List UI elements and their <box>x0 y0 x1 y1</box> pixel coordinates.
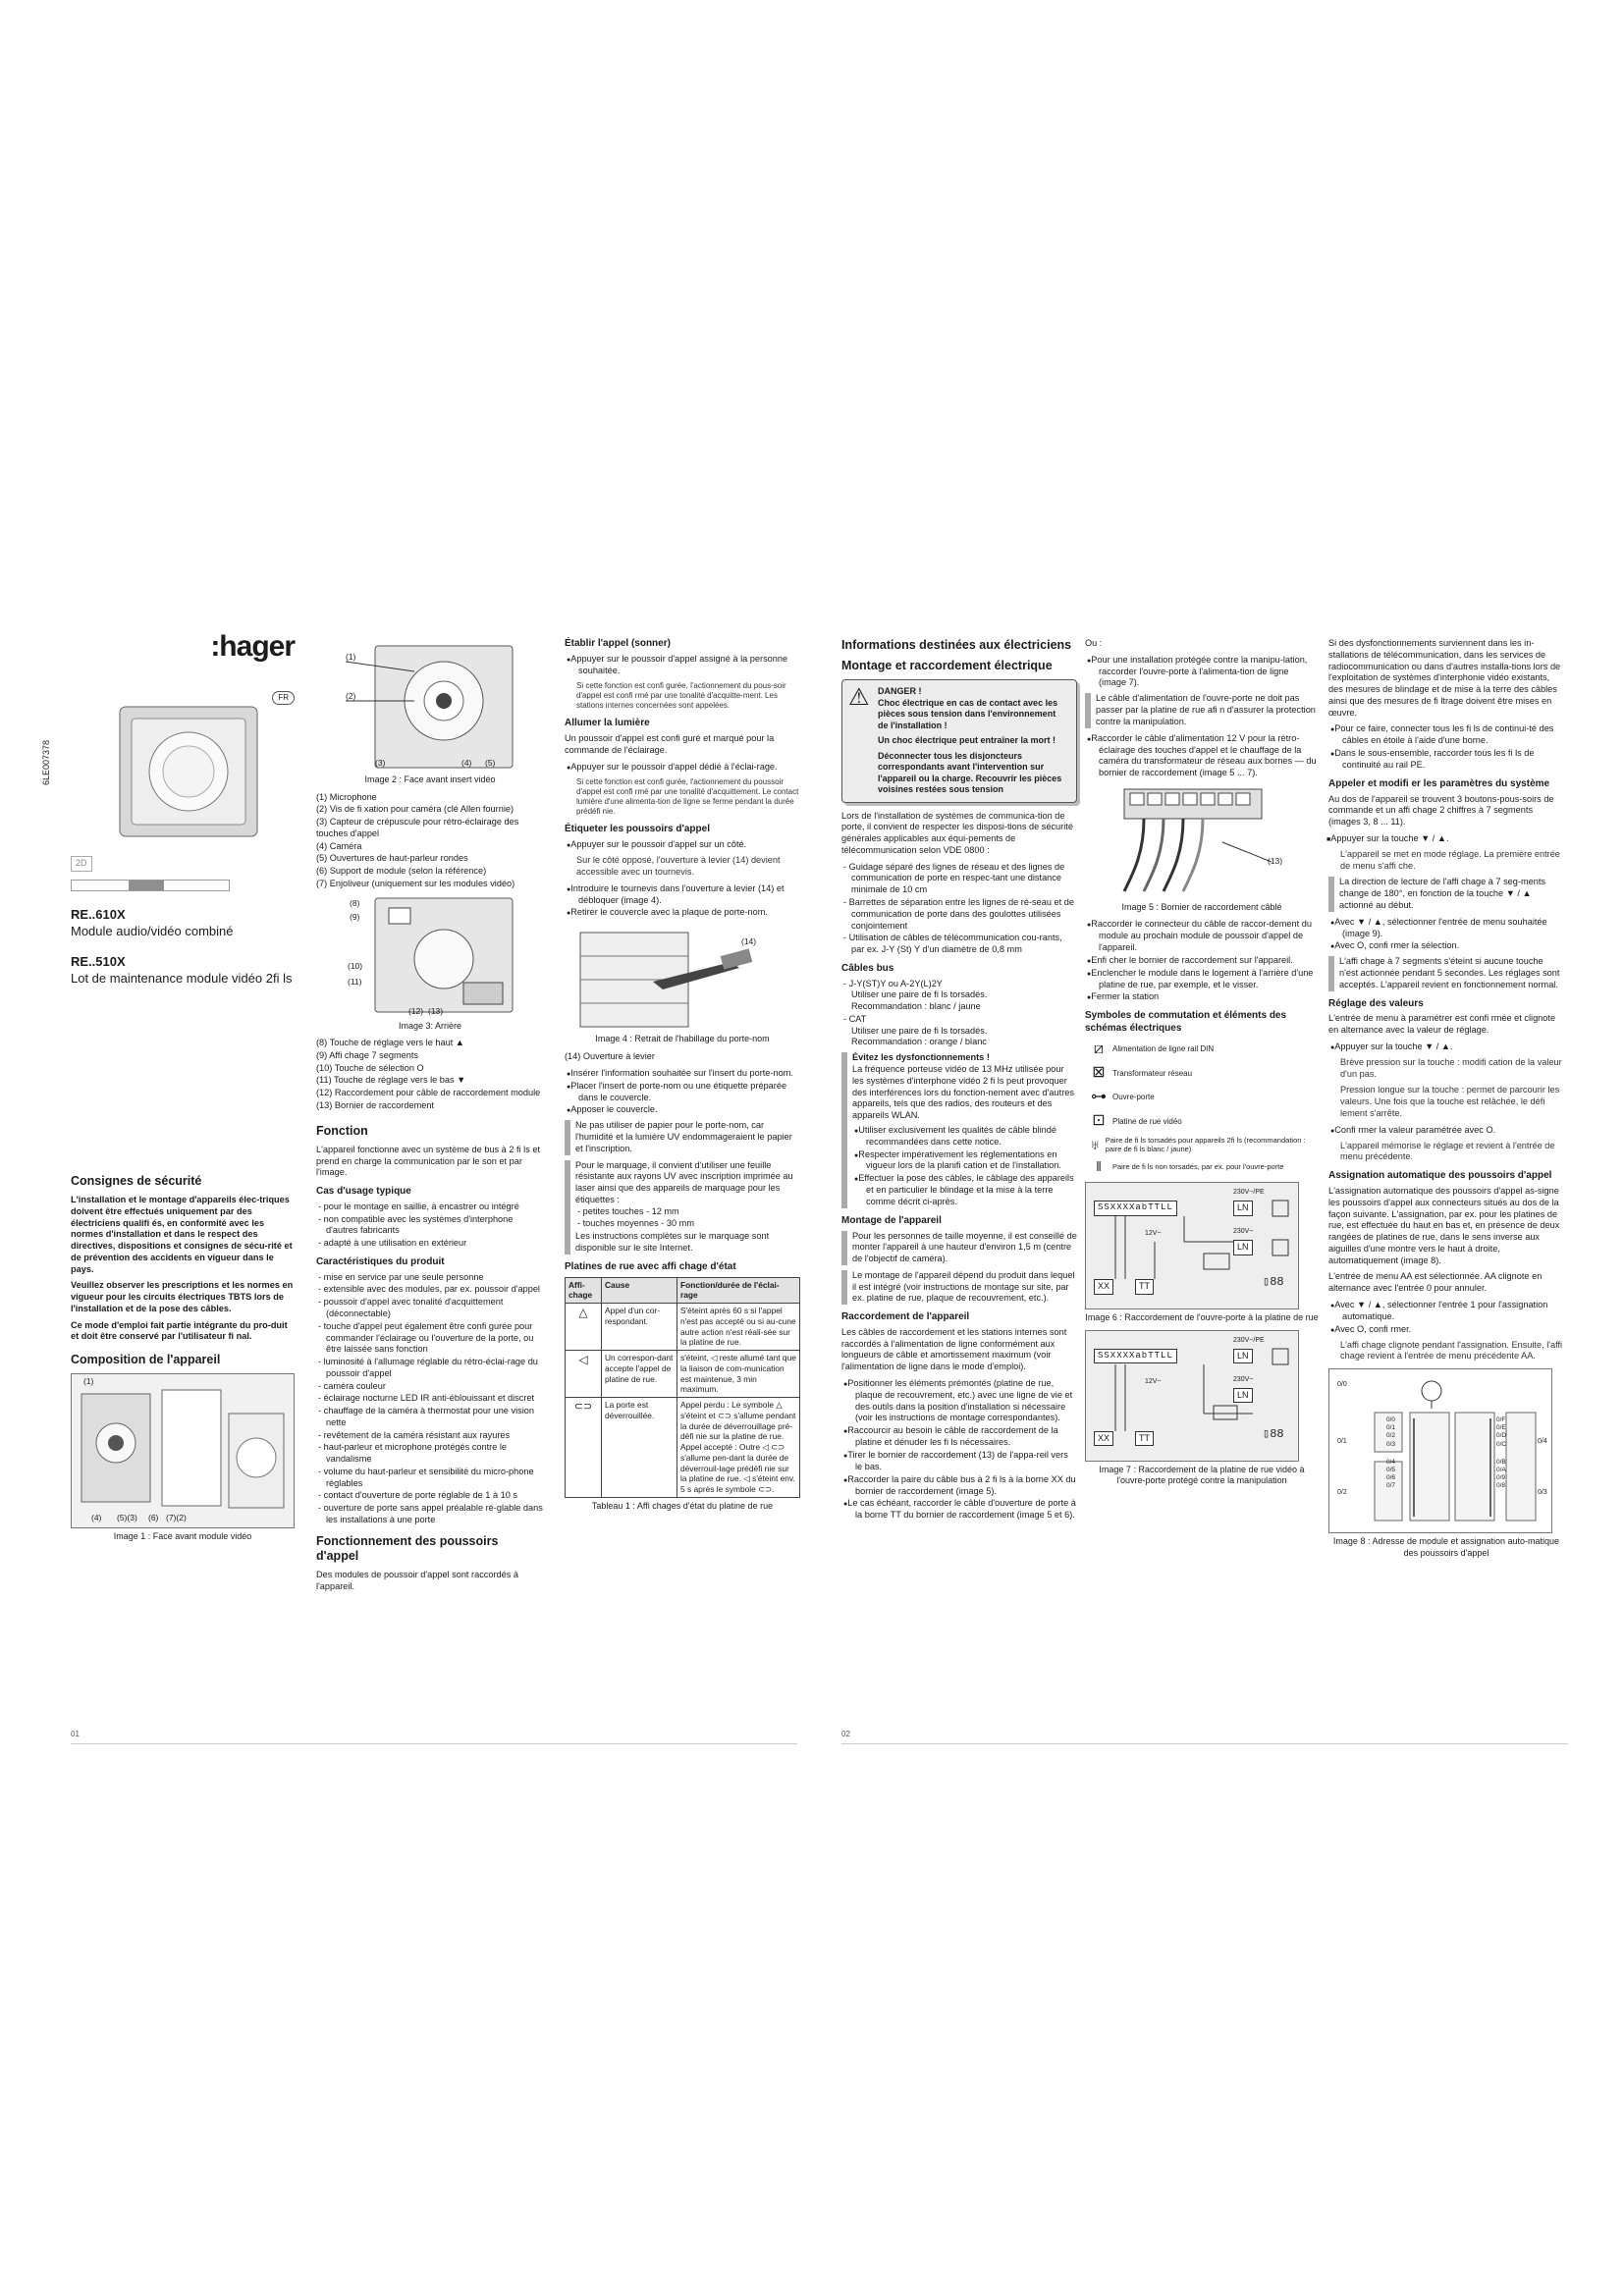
table-cell: s'éteint, ◁ reste allumé tant que la liaison de com-munication est maintenue, 3 min maximum. <box>677 1351 800 1398</box>
rail-label: 230V~/PE <box>1233 1188 1265 1196</box>
auto-p: L'assignation automatique des poussoirs d'appel as-signe les poussoirs d'appel aux connecteurs situés au dos de la façon suivante. L'assignation, par ex. pour les platines de rue, est effectuée du haut en bas et, en présence de deux rangées de platines de rue, dans le sens inverse aux aiguilles d'une montre vers le haut à droite, automatiquement (image 8). <box>1328 1186 1560 1265</box>
allumer-title: Allumer la lumière <box>565 718 650 729</box>
page-number-left: 01 <box>71 1730 80 1738</box>
addr-label: 0/0 <box>1386 1416 1396 1424</box>
danger-title: DANGER ! <box>878 686 922 696</box>
door-opener-icon: ⊶ <box>1091 1088 1107 1105</box>
list-item: ● Le cas échéant, raccorder le câble d'ouverture de porte à la borne TT du bornier de raccordement (image 5 et 6). <box>851 1498 1077 1522</box>
app-title: Appeler et modifi er les paramètres du système <box>1328 777 1550 789</box>
image-4 <box>574 923 767 1031</box>
list-item: ● Confi rmer la valeur paramétrée avec O. <box>1338 1125 1564 1137</box>
list-item: ● Avec ▼ / ▲, sélectionner l'entrée 1 pour l'assignation automatique. <box>1338 1300 1564 1323</box>
image-7 <box>1085 1330 1299 1462</box>
composition-title: Composition de l'appareil <box>71 1353 221 1367</box>
sub-text: L'appareil se met en mode réglage. La première entrée de menu s'affi che. <box>1340 848 1560 871</box>
addr-label: 0/7 <box>1386 1482 1396 1489</box>
list-item: - Guidage séparé des lignes de réseau et des lignes de communication de porte en respec-tant une distance minimale de 10 cm <box>851 862 1077 896</box>
table-row <box>566 1351 800 1398</box>
image-6 <box>1085 1182 1299 1309</box>
symbol-label: Platine de rue vidéo <box>1112 1116 1182 1126</box>
etablir-title: Établir l'appel (sonner) <box>565 638 671 649</box>
list-item: ■ Appuyer sur la touche ▼ / ▲. <box>1338 833 1564 845</box>
fonction-title: Fonction <box>316 1123 368 1138</box>
list-item: ● Avec ▼ / ▲, sélectionner l'entrée de menu souhaitée (image 9). <box>1338 917 1564 940</box>
status-table <box>565 1277 800 1498</box>
addr-label: 0/2 <box>1337 1489 1347 1497</box>
racc-p: Les câbles de raccordement et les stations internes sont raccordés à l'alimentation de ligne conformément aux longueurs de câble et amortissement maximum (voir l'alimentation de ligne dans le mode d'emploi). <box>841 1326 1067 1372</box>
v12-label: 12V~ <box>1145 1377 1162 1385</box>
info-box <box>1328 877 1564 911</box>
product-name: Lot de maintenance module vidéo 2fi ls <box>71 970 293 986</box>
addr-label: 0/4 <box>1386 1458 1396 1466</box>
cable-l1: Utiliser une paire de fi ls torsadés. <box>851 989 988 1000</box>
legend-item: (4) Caméra <box>316 840 362 851</box>
reg-title: Réglage des valeurs <box>1328 997 1424 1009</box>
din-rail-icon: ⧄ <box>1093 1041 1105 1058</box>
symbols-title: Symboles de commutation et éléments des schémas électriques <box>1085 1010 1287 1035</box>
label-8: (8) <box>350 897 360 908</box>
column-6 <box>1328 638 1564 1565</box>
product-2 <box>71 954 295 988</box>
cable-l2: Recommandation : blanc / jaune <box>851 1001 981 1012</box>
auto-p2: L'entrée de menu AA est sélectionnée. AA clignote en alternance avec l'entrée 0 pour annuler. <box>1328 1271 1543 1294</box>
list-item: ● Raccorder le connecteur du câble de raccor-dement du module au prochain module de poussoir d'appel de l'appareil. <box>1095 919 1319 953</box>
product-1 <box>71 907 295 940</box>
table-caption: Tableau 1 : Affi chages d'état du platine de rue <box>591 1500 774 1511</box>
image-6-caption: Image 6 : Raccordement de l'ouvre-porte à la platine de rue <box>1085 1311 1319 1322</box>
info-text: Les instructions complètes sur le marquage sont disponible sur le site Internet. <box>575 1231 770 1253</box>
list-item: ● Enfi cher le bornier de raccordement sur l'appareil. <box>1095 955 1319 967</box>
label-7-2: (7)(2) <box>166 1513 187 1523</box>
image-1 <box>71 1373 295 1528</box>
fonction-p1: L'appareil fonctionne avec un système de bus à 2 fi ls et prend en charge la communication par le son et par l'image. <box>316 1144 541 1178</box>
legend-item: (2) Vis de fi xation pour caméra (clé Allen fournie) <box>316 804 514 815</box>
list-item: - mise en service par une seule personne <box>326 1272 544 1284</box>
info-text: L'affi chage à 7 segments s'éteint si aucune touche n'est actionnée pendant 5 secondes. Les réglages sont acceptés. L'appareil revient en fonctionnement normal. <box>1339 956 1560 989</box>
page-number-right: 02 <box>841 1730 850 1738</box>
safety-p1: L'installation et le montage d'appareils élec-triques doivent être effectués uniquement par des électriciens qualifi és, en conformité avec les normes d'installation et dans le respect des directives, dispositions et consignes de sécu-rité et de prévention des accidents en vigueur dans le pays. <box>71 1195 293 1274</box>
table-cell: S'éteint après 60 s si l'appel n'est pas accepté ou si au-cune autre action n'est réali-sée sur la platine de rue. <box>677 1304 800 1351</box>
col-header: Affi-chage <box>566 1277 602 1304</box>
product-photo <box>110 697 267 844</box>
image-4-legend: (14) Ouverture à levier <box>565 1050 655 1061</box>
table-cell: Appel perdu : Le symbole △ s'éteint et ⊂⊃ s'allume pendant la durée de déverrouillage pré-défi nie sur la platine de rue. Appel accepté : Outre ◁ ⊂⊃ s'allume pen-dant la durée de déverrouil-lage prédéfi nie sur la platine de rue. ◁ s'éteint env. 5 s après le symbole ⊂⊃. <box>677 1398 800 1498</box>
warning-icon: ⚠ <box>848 684 870 711</box>
poussoirs-p: Des modules de poussoir d'appel sont raccordés à l'appareil. <box>316 1569 519 1591</box>
list-item: - pour le montage en saillie, à encastrer ou intégré <box>326 1201 544 1213</box>
cable-name: J-Y(ST)Y ou A-2Y(L)2Y <box>848 978 943 988</box>
list-item: - touche d'appel peut également être confi gurée pour commander l'éclairage ou l'ouverture de la porte, ou être laissée sans fonction <box>326 1321 544 1356</box>
danger-text: Déconnecter tous les disjoncteurs correspondants avant l'intervention sur l'appareil ou la charge. Recouvrir les pièces voisines restées sous tension <box>878 750 1062 795</box>
addr-label: 0/2 <box>1386 1432 1396 1440</box>
table-row <box>566 1304 800 1351</box>
list-item: ● Appuyer sur le poussoir d'appel dédié à l'éclai-rage. <box>574 762 800 774</box>
page-rule-right <box>841 1743 1568 1744</box>
list-item: - petites touches - 12 mm <box>585 1206 800 1218</box>
v230-label: 230V~ <box>1233 1375 1254 1383</box>
sub-text: Sur le côté opposé, l'ouverture à levier (14) devient accessible avec un tournevis. <box>576 855 781 877</box>
twisted-pair-icon: ♅ <box>1090 1136 1101 1152</box>
label-4: (4) <box>91 1513 102 1523</box>
sub-text: Brève pression sur la touche : modifi cation de la valeur d'un pas. <box>1340 1056 1562 1079</box>
page-right <box>812 0 1624 2296</box>
list-item: ● Retirer le couvercle avec la plaque de porte-nom. <box>574 907 800 919</box>
list-item: ● Fermer la station <box>1095 991 1319 1003</box>
info-text: Pour le marquage, il convient d'utiliser une feuille résistante aux rayons UV avec inscription imprimée au laser ainsi que des appareils de marquage pour les étiquettes : <box>575 1159 793 1204</box>
table-cell: Un correspon-dant accepte l'appel de platine de rue. <box>602 1351 677 1398</box>
list-item: ● Appuyer sur la touche ▼ / ▲. <box>1338 1041 1564 1053</box>
info-text: Ne pas utiliser de papier pour le porte-nom, car l'humidité et la lumière UV endommageraient le papier et l'inscription. <box>575 1120 792 1153</box>
cable-l1: Utiliser une paire de fi ls torsadés. <box>851 1025 988 1036</box>
list-item: ● Appuyer sur le poussoir d'appel sur un côté. <box>574 839 800 851</box>
key-icon: ⊂⊃ <box>566 1398 602 1498</box>
list-item: ● Pour une installation protégée contre la manipu-lation, raccorder l'ouvre-porte à l'alimenta-tion de ligne (image 7). <box>1095 655 1319 689</box>
app-p: Au dos de l'appareil se trouvent 3 boutons-pous-soirs de commande et un affi chage 2 chiffres à 7 segments (images 3, 8 ... 11). <box>1328 793 1554 828</box>
legend-item: (7) Enjoliveur (uniquement sur les modules vidéo) <box>316 878 515 888</box>
transformer-icon: ⊠ <box>1092 1064 1106 1082</box>
symbol-label: Paire de fi ls torsadés pour appareils 2fi ls (recommandation : paire de fi ls blanc / jaune) <box>1105 1135 1306 1154</box>
column-4 <box>841 638 1077 1525</box>
doc-code: 6LE007378 <box>41 739 51 785</box>
image-7-caption: Image 7 : Raccordement de la platine de rue vidéo à l'ouvre-porte protégé contre la manipulation <box>1099 1464 1305 1486</box>
call-icon: △ <box>566 1304 602 1351</box>
hager-logo: :hager <box>210 630 295 663</box>
lors-p: Lors de l'installation de systèmes de communica-tion de porte, il convient de respecter les disposi-tions de sécurité générales applicables aux équi-pements de télécommunication selon VDE 0800 : <box>841 810 1073 855</box>
product-ref: RE..510X <box>71 953 126 969</box>
legend-item: (12) Raccordement pour câble de raccordement module <box>316 1088 541 1098</box>
info-box <box>841 1231 1077 1265</box>
addr-label: 0/A <box>1496 1466 1506 1473</box>
addr-column-mid-right <box>1496 1416 1506 1490</box>
list-item: - revêtement de la caméra résistant aux rayures <box>326 1430 544 1442</box>
info-box-1 <box>565 1120 800 1154</box>
racc-title: Raccordement de l'appareil <box>841 1311 970 1323</box>
list-item: ● Raccorder la paire du câble bus à 2 fi ls à la borne XX du bornier de raccordement (image 5). <box>851 1474 1077 1498</box>
list-item: ● Utiliser exclusivement les qualités de câble blindé recommandées dans cette notice. <box>862 1125 1077 1148</box>
list-item: ● Dans le sous-ensemble, raccorder tous les fi ls de continuité au rail PE. <box>1338 748 1564 772</box>
legend-item: (1) Microphone <box>316 791 377 802</box>
addr-column-mid-left <box>1386 1416 1395 1490</box>
addr-label: 0/3 <box>1538 1489 1547 1497</box>
sub-text: Si cette fonction est confi gurée, l'actionnement du poussoir d'appel est confi rmé par une tonalité d'acquittement. Le contact lumière d'une alimenta-tion de ligne se ferme pendant la durée prédéfi nie. <box>576 776 799 817</box>
list-item: - touches moyennes - 30 mm <box>585 1218 800 1230</box>
platines-title: Platines de rue avec affi chage d'état <box>565 1260 736 1272</box>
badge-2d: 2D <box>71 856 92 872</box>
danger-box <box>841 679 1077 803</box>
list-item: ● Avec O, confi rmer. <box>1338 1324 1564 1336</box>
list-item: - non compatible avec les systèmes d'interphone d'autres fabricants <box>326 1214 544 1238</box>
image-5-caption: Image 5 : Bornier de raccordement câblé <box>1121 901 1282 912</box>
sub-text: L'appareil mémorise le réglage et revient à l'entrée de menu précédente. <box>1340 1140 1555 1162</box>
symbol-label: Ouvre-porte <box>1112 1093 1155 1102</box>
addr-label: 0/4 <box>1538 1438 1547 1446</box>
evitez-title: Évitez les dysfonctionnements ! <box>852 1052 990 1063</box>
label-9: (9) <box>350 911 360 922</box>
table-row <box>566 1398 800 1498</box>
info-box <box>1085 693 1319 727</box>
usage-title: Cas d'usage typique <box>316 1186 411 1198</box>
info-text: Le câble d'alimentation de l'ouvre-porte ne doit pas passer par la platine de rue afi n d'assurer la protection contre la manipulation. <box>1096 693 1316 726</box>
addr-label: 0/D <box>1496 1432 1507 1440</box>
safety-title: Consignes de sécurité <box>71 1174 202 1188</box>
list-item: ● Avec O, confi rmer la sélection. <box>1338 940 1564 952</box>
addr-label: 0/C <box>1496 1440 1507 1448</box>
ln-block: LN <box>1233 1388 1253 1404</box>
page-rule-left <box>71 1743 797 1744</box>
list-item: - Barrettes de séparation entre les lignes de ré-seau et de communication de porte dans des goulottes utilisées conjointement <box>851 897 1077 932</box>
list-item: ● Enclencher le module dans le logement à l'arrière d'une platine de rue, par exemple, et le visser. <box>1095 968 1319 991</box>
symbol-label: Alimentation de ligne rail DIN <box>1112 1044 1215 1054</box>
addr-label: 0/3 <box>1386 1440 1396 1448</box>
table-cell: La porte est déverrouillée. <box>602 1398 677 1498</box>
image-3-caption: Image 3: Arrière <box>398 1020 462 1031</box>
label-1: (1) <box>346 652 356 662</box>
image-1-caption: Image 1 : Face avant module vidéo <box>113 1531 252 1542</box>
list-item: ● Pour ce faire, connecter tous les fi ls de continui-té des câbles en étoile à l'aide d'une borne. <box>1338 723 1564 747</box>
list-item: - caméra couleur <box>326 1381 544 1393</box>
addr-label: 0/0 <box>1337 1381 1347 1389</box>
mont-app-title: Montage de l'appareil <box>841 1214 942 1226</box>
list-item: - volume du haut-parleur et sensibilité du micro-phone réglables <box>326 1467 544 1490</box>
list-item: - éclairage nocturne LED IR anti-éblouissant et discret <box>326 1393 544 1405</box>
label-3: (3) <box>375 758 386 768</box>
list-item: - poussoir d'appel avec tonalité d'acquittement (déconnectable) <box>326 1297 544 1320</box>
legend-item: (9) Affi chage 7 segments <box>316 1049 419 1060</box>
evitez-box <box>841 1052 1077 1208</box>
symbol-label: Transformateur réseau <box>1112 1068 1193 1078</box>
list-item: ● Effectuer la pose des câbles, le câblage des appareils et en particulier le blindage et la mise à la terre comme décrit ci-après. <box>862 1173 1077 1207</box>
ln-block: LN <box>1233 1240 1253 1255</box>
list-item: - haut-parleur et microphone protégés contre le vandalisme <box>326 1442 544 1466</box>
product-name: Module audio/vidéo combiné <box>71 923 234 938</box>
svg-text:▯88: ▯88 <box>1263 1426 1284 1441</box>
usage-list <box>316 1201 544 1250</box>
cable-item <box>848 1013 1077 1048</box>
ln-block: LN <box>1233 1201 1253 1216</box>
list-item: - luminosité à l'allumage réglable du rétro-éclai-rage du poussoir d'appel <box>326 1357 544 1380</box>
table-cell: Appel d'un cor-respondant. <box>602 1304 677 1351</box>
image-8 <box>1328 1368 1552 1533</box>
cable-item <box>848 978 1077 1013</box>
ou-label: Ou : <box>1085 638 1103 648</box>
tt-block: TT <box>1135 1279 1154 1295</box>
label-6: (6) <box>148 1513 159 1523</box>
etiq-title: Étiqueter les poussoirs d'appel <box>565 824 710 835</box>
list-item: ● Positionner les éléments prémontés (platine de rue, plaque de recouvrement, etc.) avec une ligne de vie et des outils dans la position d'installation si nécessaire (voir les instructions de montage correspondantes). <box>851 1378 1077 1424</box>
image-3 <box>346 894 518 1018</box>
list-item: ● Insérer l'information souhaitée sur l'insert du porte-nom. <box>574 1068 800 1080</box>
product-ref: RE..610X <box>71 907 126 922</box>
list-item: - contact d'ouverture de porte réglable de 1 à 10 s <box>326 1490 544 1502</box>
gray-bar <box>71 880 230 891</box>
column-3 <box>565 638 800 1518</box>
col-header: Fonction/durée de l'éclai-rage <box>677 1277 800 1304</box>
legend-item: (6) Support de module (selon la référence) <box>316 866 487 877</box>
column-2 <box>316 642 544 1597</box>
terminal-block: SSXXXXabTTLL <box>1094 1349 1177 1364</box>
xx-block: XX <box>1094 1279 1113 1295</box>
auto-title: Assignation automatique des poussoirs d'appel <box>1328 1170 1552 1182</box>
info-box <box>1328 956 1564 990</box>
label-4: (4) <box>461 758 472 768</box>
info-box-2 <box>565 1160 800 1255</box>
addr-label: 0/F <box>1496 1416 1506 1424</box>
addr-label: 0/1 <box>1337 1438 1347 1446</box>
label-13: (13) <box>1268 855 1283 866</box>
tt-block: TT <box>1135 1431 1154 1447</box>
sub-text: Si cette fonction est confi gurée, l'actionnement du pous-soir d'appel est confi rmé par une tonalité d'acquitte-ment. Les stations internes concernées sont appelées. <box>576 680 786 710</box>
cable-name: CAT <box>848 1013 867 1024</box>
cables-title: Câbles bus <box>841 962 894 974</box>
danger-text: Choc électrique en cas de contact avec les pièces sous tension dans l'environnement de l'installation ! <box>878 697 1058 730</box>
sub-text: Pression longue sur la touche : permet de parcourir les valeurs. Une fois que la touche est relâchée, le défi lement s'arrête. <box>1340 1085 1560 1118</box>
electricians-title: Informations destinées aux électriciens <box>841 638 1072 652</box>
video-panel-icon: ⊡ <box>1092 1112 1106 1130</box>
list-item: ● Tirer le bornier de raccordement (13) de l'appa-reil vers le bas. <box>851 1450 1077 1473</box>
label-5-3: (5)(3) <box>117 1513 137 1523</box>
list-item: - Utilisation de câbles de télécommunication cou-rants, par ex. J-Y (St) Y d'un diamètre de 0,8 mm <box>851 933 1077 956</box>
addr-label: 0/1 <box>1386 1424 1396 1432</box>
safety-p2: Veuillez observer les prescriptions et les normes en vigueur pour les circuits électriques TBTS lors de l'installation et de la pose des câbles. <box>71 1280 294 1313</box>
legend-item: (8) Touche de réglage vers le haut ▲ <box>316 1038 464 1048</box>
sub-text: L'affi chage clignote pendant l'assignation. Ensuite, l'affi chage revient à l'entrée de menu précédente AA. <box>1340 1339 1563 1362</box>
carac-title: Caractéristiques du produit <box>316 1255 445 1267</box>
col-header: Cause <box>602 1277 677 1304</box>
allumer-p: Un poussoir d'appel est confi guré et marqué pour la commande de l'éclairage. <box>565 733 775 755</box>
label-12: (12) <box>408 1005 424 1016</box>
list-item: - ouverture de porte sans appel préalable ré-glable dans les installations à une porte <box>326 1503 544 1526</box>
label-11: (11) <box>348 976 362 987</box>
list-item: - chauffage de la caméra à thermostat pour une vision nette <box>326 1406 544 1429</box>
label-10: (10) <box>348 960 363 971</box>
lang-badge: FR <box>272 691 295 705</box>
list-item: ● Apposer le couvercle. <box>574 1104 800 1116</box>
addr-label: 0/B <box>1496 1458 1506 1466</box>
list-item: ● Placer l'insert de porte-nom ou une étiquette préparée dans le couvercle. <box>574 1081 800 1104</box>
label-13: (13) <box>428 1005 444 1016</box>
reg-p: L'entrée de menu à paramétrer est confi rmée et clignote en alternance avec la valeur de réglage. <box>1328 1013 1556 1036</box>
legend-item: (13) Bornier de raccordement <box>316 1099 435 1110</box>
v230-label: 230V~ <box>1233 1227 1254 1235</box>
column-5 <box>1085 638 1319 1493</box>
label-1: (1) <box>83 1376 94 1387</box>
info-text: La direction de lecture de l'affi chage à 7 seg-ments change de 180°, en fonction de la touche ▼ / ▲ actionné au début. <box>1339 877 1545 910</box>
symbol-label: Paire de fi ls non torsadés, par ex. pour l'ouvre-porte <box>1112 1162 1284 1172</box>
legend-item: (10) Touche de sélection O <box>316 1062 424 1073</box>
label-14: (14) <box>741 936 757 947</box>
addr-label: 0/E <box>1496 1424 1506 1432</box>
untwisted-pair-icon: ‖ <box>1096 1158 1102 1175</box>
cable-l2: Recommandation : orange / blanc <box>851 1037 987 1047</box>
addr-label: 0/9 <box>1496 1473 1506 1481</box>
list-item: ● Raccorder le câble d'alimentation 12 V pour la rétro-éclairage des touches d'appel et le chauffage de la caméra du transformateur de réseau aux bornes — du bornier de raccordement (image 5 ... 7). <box>1095 733 1319 779</box>
list-item: - extensible avec des modules, par ex. poussoir d'appel <box>326 1284 544 1296</box>
col6-p1: Si des dysfonctionnements surviennent dans les in-stallations de télécommunication, dans les services de radiocommunication ou dans d'autres installa-tions lors de l'exploitation de systèmes d'interphonie vidéo existants, des mesures de blindage et de mise à la terre des câbles ainsi que des mesures de fi ltrage doivent être mises en œuvre. <box>1328 638 1561 718</box>
speaker-icon: ◁ <box>566 1351 602 1398</box>
svg-text:▯88: ▯88 <box>1263 1274 1284 1289</box>
image-2-caption: Image 2 : Face avant insert vidéo <box>364 774 496 784</box>
legend-item: (11) Touche de réglage vers le bas ▼ <box>316 1075 466 1086</box>
list-item: ● Respecter impérativement les réglementations en vigueur lors de la planifi cation et de l'installation. <box>862 1149 1077 1173</box>
label-2: (2) <box>346 691 356 701</box>
info-text: Le montage de l'appareil dépend du produit dans lequel il est intégré (voir instructions de montage sur site, par ex. platine de rue, plaque de recouvrement, etc.). <box>852 1269 1075 1304</box>
image-4-caption: Image 4 : Retrait de l'habillage du porte-nom <box>595 1034 770 1044</box>
list-item: ● Introduire le tournevis dans l'ouverture à levier (14) et débloquer (image 4). <box>574 883 800 907</box>
symbols-list <box>1085 1040 1319 1176</box>
carac-list <box>316 1272 544 1526</box>
image-3-legend <box>316 1038 544 1112</box>
image-8-caption: Image 8 : Adresse de module et assignation auto-matique des poussoirs d'appel <box>1332 1536 1560 1558</box>
list-item: - adapté à une utilisation en extérieur <box>326 1238 544 1250</box>
legend-item: (3) Capteur de crépuscule pour rétro-éclairage des touches d'appel <box>316 817 519 838</box>
info-box <box>841 1270 1077 1305</box>
image-2 <box>346 642 518 772</box>
addr-label: 0/8 <box>1496 1482 1506 1489</box>
info-text: Pour les personnes de taille moyenne, il est conseillé de monter l'appareil à une hauteur d'environ 1,5 m (centre de l'objectif de caméra). <box>852 1230 1077 1264</box>
rail-label: 230V~/PE <box>1233 1336 1265 1344</box>
list-item: ● Raccourcir au besoin le câble de raccordement de la platine et dénuder les fi ls nécessaires. <box>851 1425 1077 1449</box>
image-2-legend <box>316 792 544 890</box>
danger-text: Un choc électrique peut entraîner la mort ! <box>878 735 1056 746</box>
montage-title: Montage et raccordement électrique <box>841 659 1053 672</box>
ln-block: LN <box>1233 1349 1253 1364</box>
addr-label: 0/6 <box>1386 1473 1396 1481</box>
poussoirs-title: Fonctionnement des poussoirs d'appel <box>316 1533 499 1563</box>
image-5 <box>1105 783 1291 899</box>
evitez-text: La fréquence porteuse vidéo de 13 MHz utilisée pour les systèmes d'interphone vidéo 2 fi ls peut provoquer des interférences lors du fonction-nement avec d'autres appareils, tels que des radios, des routeurs et des appareils WLAN. <box>852 1063 1074 1121</box>
v12-label: 12V~ <box>1145 1229 1162 1237</box>
xx-block: XX <box>1094 1431 1113 1447</box>
safety-p3: Ce mode d'emploi fait partie intégrante du pro-duit et doit être conservé par l'utilisateur fi nal. <box>71 1319 288 1342</box>
addr-label: 0/5 <box>1386 1466 1396 1473</box>
label-5: (5) <box>485 758 496 768</box>
legend-item: (5) Ouvertures de haut-parleur rondes <box>316 853 468 864</box>
list-item: ● Appuyer sur le poussoir d'appel assigné à la personne souhaitée. <box>574 654 800 677</box>
terminal-block: SSXXXXabTTLL <box>1094 1201 1177 1216</box>
